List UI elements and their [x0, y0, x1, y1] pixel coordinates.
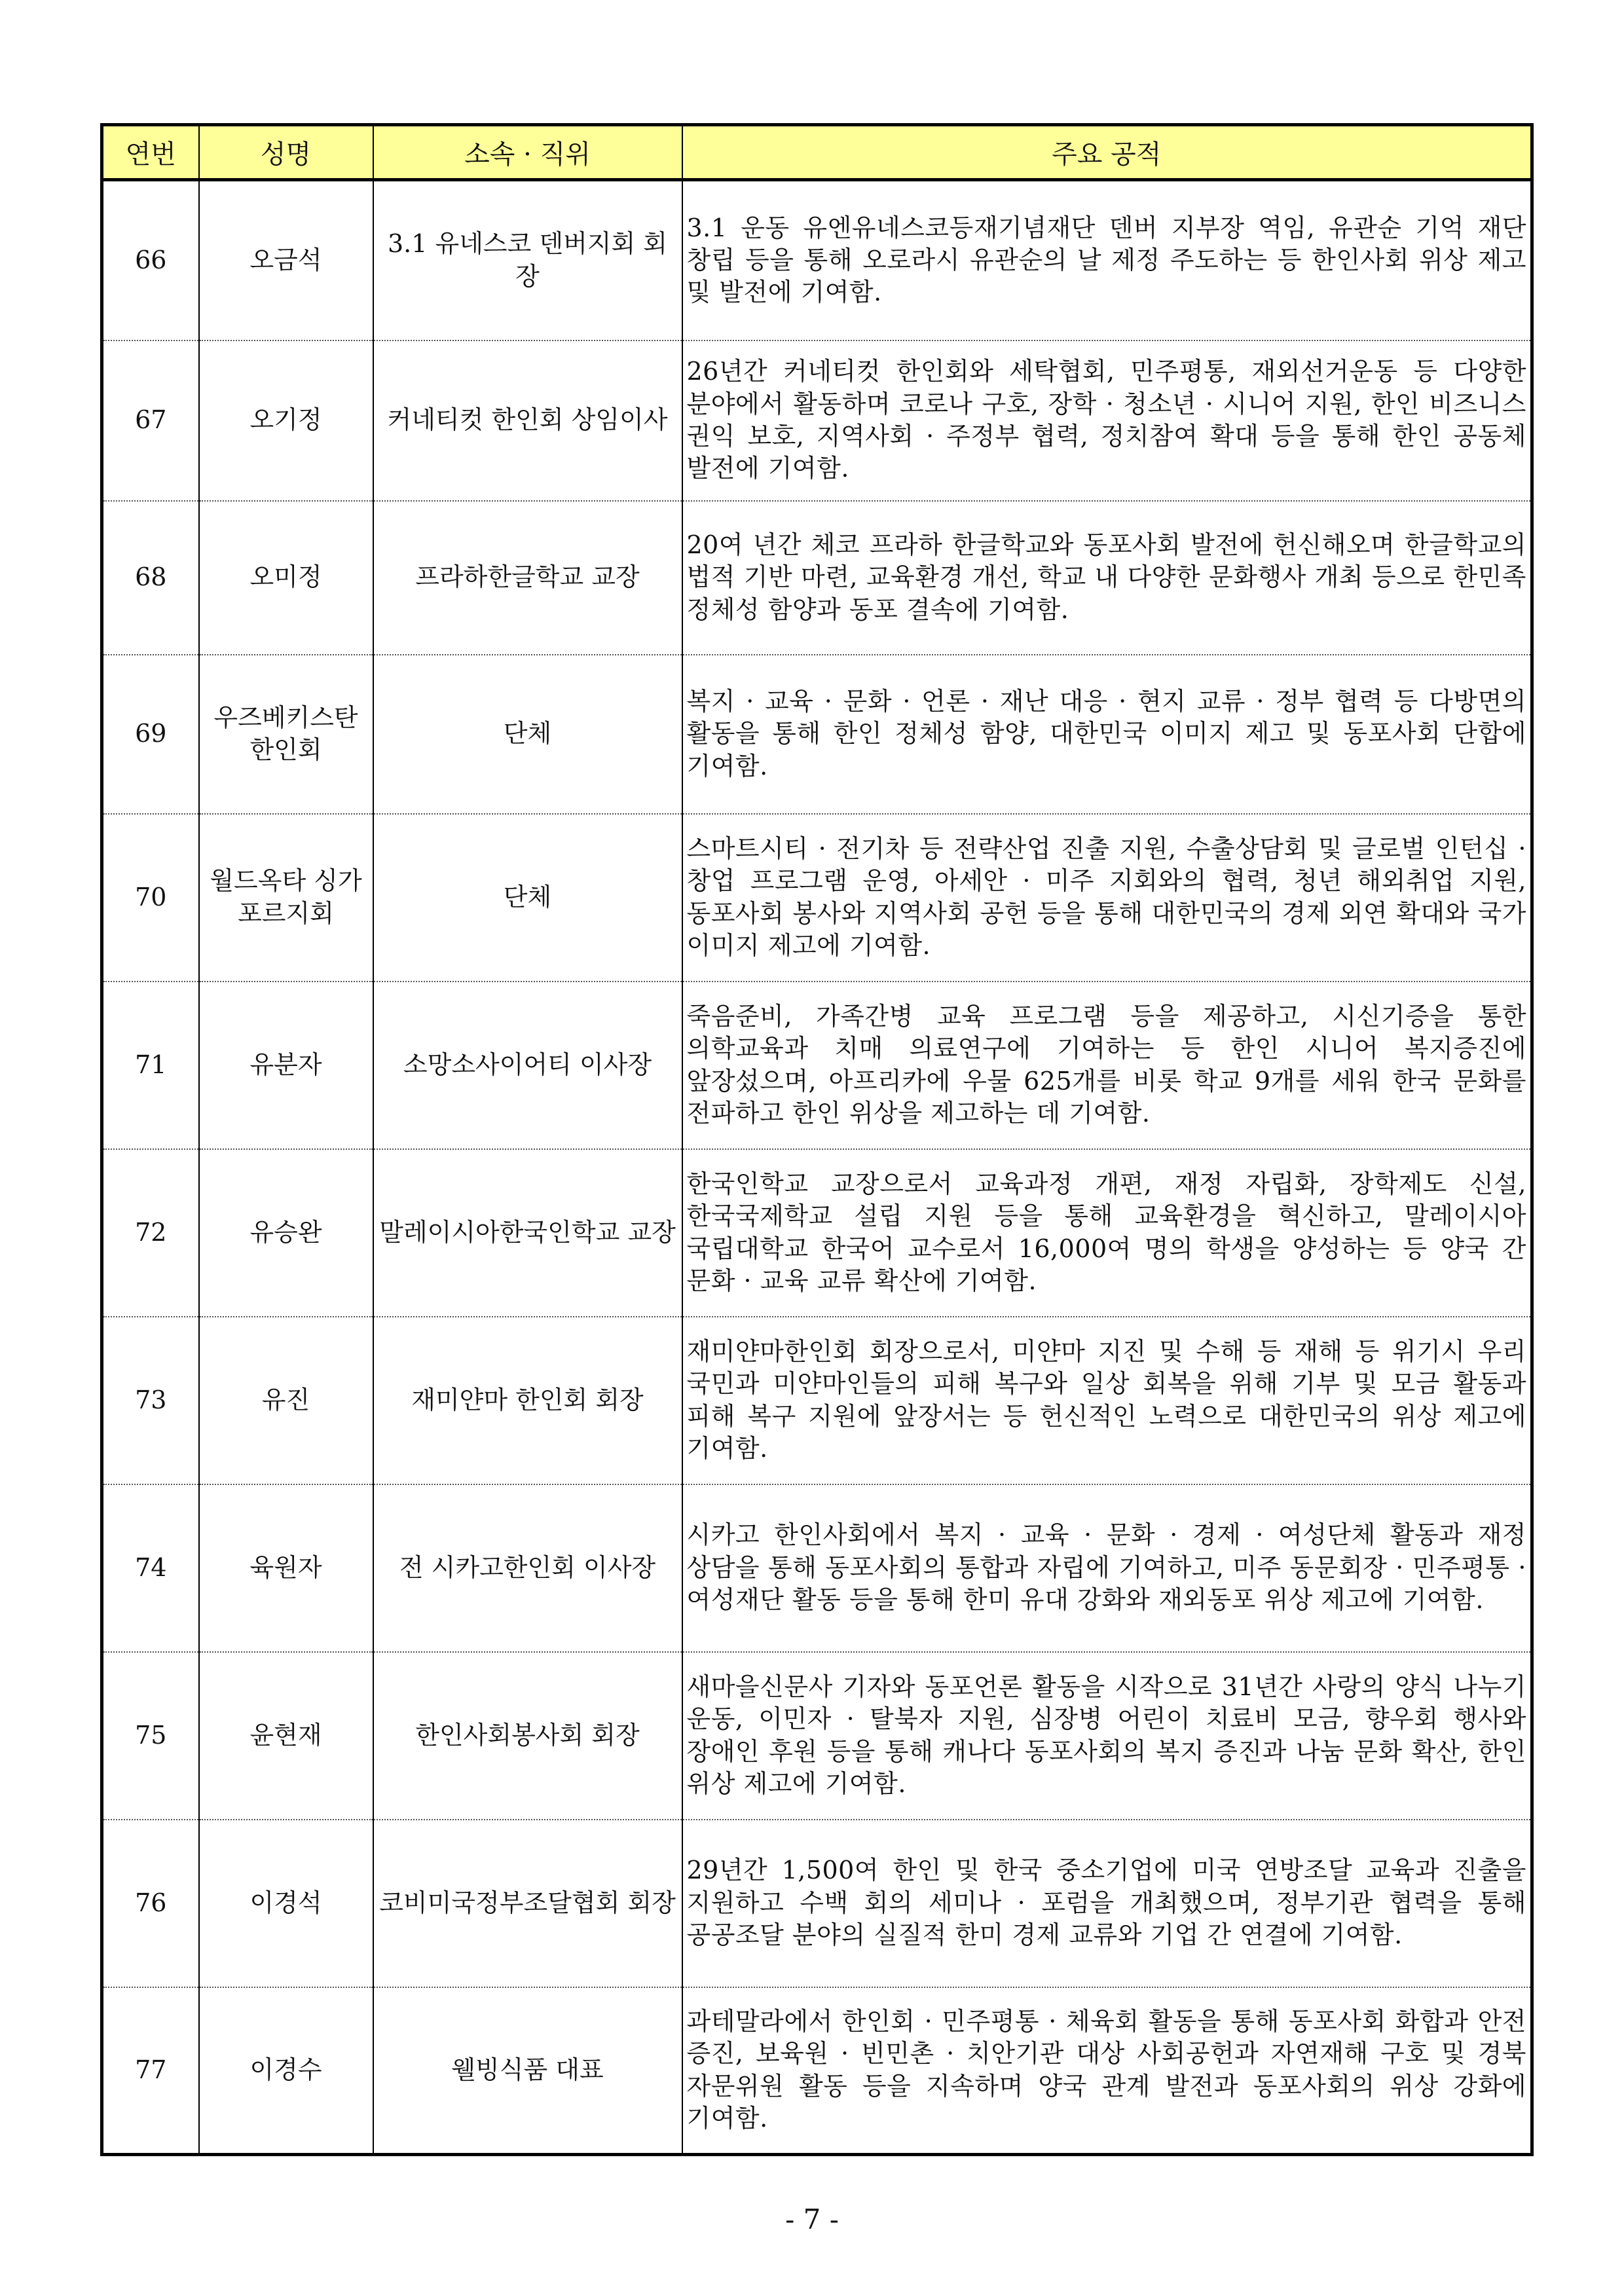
row-affiliation: 소망소사이어티 이사장 [373, 982, 682, 1149]
header-merit: 주요 공적 [682, 125, 1532, 180]
table-row [102, 814, 1532, 982]
row-name: 이경수 [199, 1987, 373, 2155]
row-affiliation: 한인사회봉사회 회장 [373, 1652, 682, 1820]
row-number: 74 [102, 1484, 199, 1652]
row-name: 육원자 [199, 1484, 373, 1652]
header-affiliation: 소속 · 직위 [373, 125, 682, 180]
row-name: 유승완 [199, 1149, 373, 1317]
row-affiliation: 코비미국정부조달협회 회장 [373, 1820, 682, 1987]
table-row [102, 1317, 1532, 1484]
row-merit: 과테말라에서 한인회 · 민주평통 · 체육회 활동을 통해 동포사회 화합과 안전 증진, 보육원 · 빈민촌 · 치안기관 대상 사회공헌과 자연재해 구호 및 경북 자문위원 활동 등을 지속하며 양국 관계 발전과 동포사회의 위상 강화에 기여함. [682, 1987, 1532, 2155]
row-name: 오미정 [199, 501, 373, 655]
row-merit: 29년간 1,500여 한인 및 한국 중소기업에 미국 연방조달 교육과 진출을 지원하고 수백 회의 세미나 · 포럼을 개최했으며, 정부기관 협력을 통해 공공조달 분야의 실질적 한미 경제 교류와 기업 간 연결에 기여함. [682, 1820, 1532, 1987]
row-number: 71 [102, 982, 199, 1149]
row-affiliation: 단체 [373, 814, 682, 982]
header-name: 성명 [199, 125, 373, 180]
merit-table [100, 123, 1534, 2156]
table-row [102, 501, 1532, 655]
row-name: 윤현재 [199, 1652, 373, 1820]
row-name: 유진 [199, 1317, 373, 1484]
row-name: 오금석 [199, 180, 373, 340]
row-number: 75 [102, 1652, 199, 1820]
row-merit: 스마트시티 · 전기차 등 전략산업 진출 지원, 수출상담회 및 글로벌 인턴십 · 창업 프로그램 운영, 아세안 · 미주 지회와의 협력, 청년 해외취업 지원, 동포사회 봉사와 지역사회 공헌 등을 통해 대한민국의 경제 외연 확대와 국가 이미지 제고에 기여함. [682, 814, 1532, 982]
row-number: 69 [102, 655, 199, 814]
header-number: 연번 [102, 125, 199, 180]
row-number: 72 [102, 1149, 199, 1317]
table-row [102, 1820, 1532, 1987]
row-merit: 재미얀마한인회 회장으로서, 미얀마 지진 및 수해 등 재해 등 위기시 우리 국민과 미얀마인들의 피해 복구와 일상 회복을 위해 기부 및 모금 활동과 피해 복구 지원에 앞장서는 등 헌신적인 노력으로 대한민국의 위상 제고에 기여함. [682, 1317, 1532, 1484]
row-number: 77 [102, 1987, 199, 2155]
row-merit: 복지 · 교육 · 문화 · 언론 · 재난 대응 · 현지 교류 · 정부 협력 등 다방면의 활동을 통해 한인 정체성 함양, 대한민국 이미지 제고 및 동포사회 단합에 기여함. [682, 655, 1532, 814]
page-number: - 7 - [785, 2203, 839, 2235]
row-name: 우즈베키스탄 한인회 [199, 655, 373, 814]
row-merit: 한국인학교 교장으로서 교육과정 개편, 재정 자립화, 장학제도 신설, 한국국제학교 설립 지원 등을 통해 교육환경을 혁신하고, 말레이시아 국립대학교 한국어 교수로서 16,000여 명의 학생을 양성하는 등 양국 간 문화 · 교육 교류 확산에 기여함. [682, 1149, 1532, 1317]
row-name: 이경석 [199, 1820, 373, 1987]
table-row [102, 1149, 1532, 1317]
row-merit: 3.1 운동 유엔유네스코등재기념재단 덴버 지부장 역임, 유관순 기억 재단 창립 등을 통해 오로라시 유관순의 날 제정 주도하는 등 한인사회 위상 제고 및 발전에 기여함. [682, 180, 1532, 340]
row-number: 67 [102, 340, 199, 501]
row-affiliation: 말레이시아한국인학교 교장 [373, 1149, 682, 1317]
row-name: 유분자 [199, 982, 373, 1149]
row-affiliation: 프라하한글학교 교장 [373, 501, 682, 655]
row-affiliation: 커네티컷 한인회 상임이사 [373, 340, 682, 501]
row-number: 73 [102, 1317, 199, 1484]
table-row [102, 1652, 1532, 1820]
row-name: 월드옥타 싱가포르지회 [199, 814, 373, 982]
row-merit: 26년간 커네티컷 한인회와 세탁협회, 민주평통, 재외선거운동 등 다양한 분야에서 활동하며 코로나 구호, 장학 · 청소년 · 시니어 지원, 한인 비즈니스 권익 보호, 지역사회 · 주정부 협력, 정치참여 확대 등을 통해 한인 공동체 발전에 기여함. [682, 340, 1532, 501]
table-row [102, 1484, 1532, 1652]
table-row [102, 1987, 1532, 2155]
row-number: 68 [102, 501, 199, 655]
row-merit: 20여 년간 체코 프라하 한글학교와 동포사회 발전에 헌신해오며 한글학교의 법적 기반 마련, 교육환경 개선, 학교 내 다양한 문화행사 개최 등으로 한민족 정체성 함양과 동포 결속에 기여함. [682, 501, 1532, 655]
row-affiliation: 전 시카고한인회 이사장 [373, 1484, 682, 1652]
header-row [102, 125, 1532, 180]
row-merit: 새마을신문사 기자와 동포언론 활동을 시작으로 31년간 사랑의 양식 나누기 운동, 이민자 · 탈북자 지원, 심장병 어린이 치료비 모금, 향우회 행사와 장애인 후원 등을 통해 캐나다 동포사회의 복지 증진과 나눔 문화 확산, 한인 위상 제고에 기여함. [682, 1652, 1532, 1820]
row-number: 66 [102, 180, 199, 340]
row-name: 오기정 [199, 340, 373, 501]
row-affiliation: 재미얀마 한인회 회장 [373, 1317, 682, 1484]
table-row [102, 655, 1532, 814]
row-affiliation: 웰빙식품 대표 [373, 1987, 682, 2155]
row-affiliation: 단체 [373, 655, 682, 814]
row-number: 70 [102, 814, 199, 982]
row-number: 76 [102, 1820, 199, 1987]
table-row [102, 340, 1532, 501]
table-row [102, 982, 1532, 1149]
row-merit: 시카고 한인사회에서 복지 · 교육 · 문화 · 경제 · 여성단체 활동과 재정 상담을 통해 동포사회의 통합과 자립에 기여하고, 미주 동문회장 · 민주평통 · 여성재단 활동 등을 통해 한미 유대 강화와 재외동포 위상 제고에 기여함. [682, 1484, 1532, 1652]
row-affiliation: 3.1 유네스코 덴버지회 회장 [373, 180, 682, 340]
row-merit: 죽음준비, 가족간병 교육 프로그램 등을 제공하고, 시신기증을 통한 의학교육과 치매 의료연구에 기여하는 등 한인 시니어 복지증진에 앞장섰으며, 아프리카에 우물 625개를 비롯 학교 9개를 세워 한국 문화를 전파하고 한인 위상을 제고하는 데 기여함. [682, 982, 1532, 1149]
table-row [102, 180, 1532, 340]
